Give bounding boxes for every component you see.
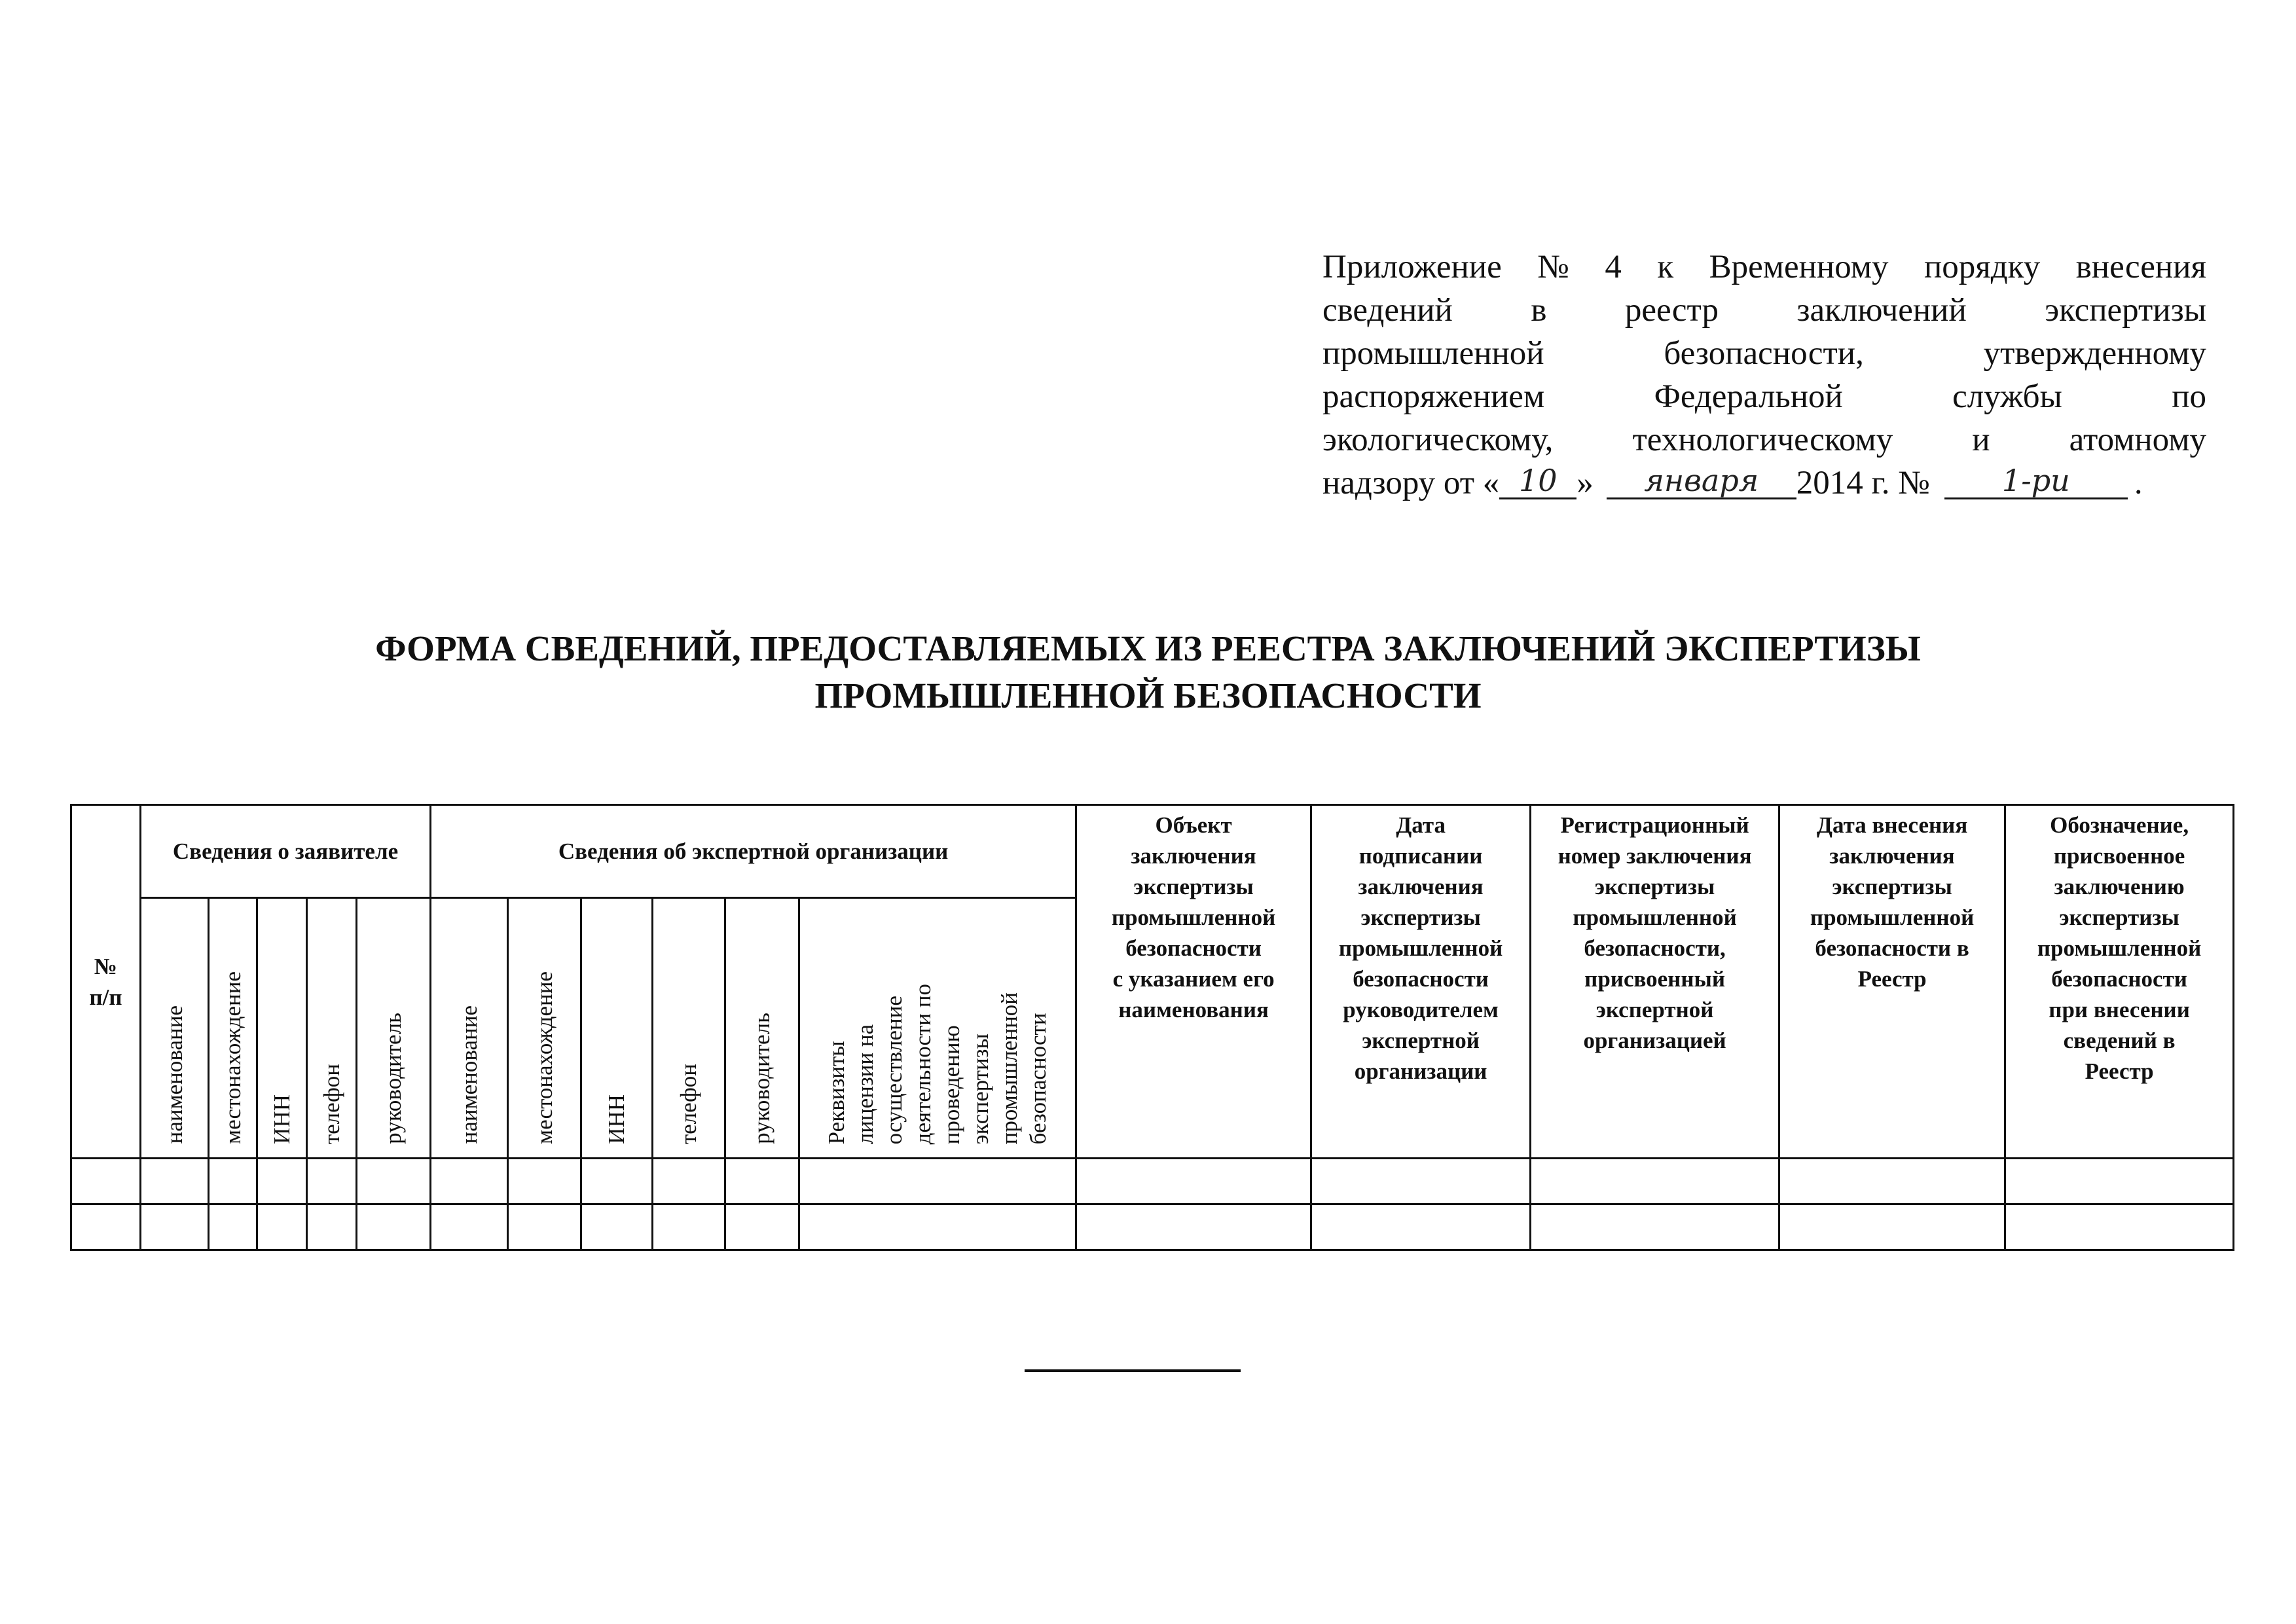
annex-word: к — [1657, 249, 1674, 285]
annex-line-1 — [1322, 245, 2206, 289]
expert-name-header — [431, 898, 508, 1159]
annex-date-prefix: надзору от « — [1322, 465, 1500, 501]
expert-phone-label: телефон — [676, 1063, 702, 1144]
table-cell[interactable] — [307, 1159, 357, 1204]
table-cell[interactable] — [581, 1204, 653, 1250]
annex-heading — [1322, 245, 2206, 505]
table-cell[interactable] — [653, 1204, 725, 1250]
table-cell[interactable] — [725, 1159, 799, 1204]
register-table — [70, 804, 2234, 1251]
group-expert-header: Сведения об экспертной организации — [431, 805, 1076, 898]
table-cell[interactable] — [1531, 1159, 1779, 1204]
applicant-name-label: наименование — [161, 1005, 187, 1144]
table-cell[interactable] — [209, 1159, 257, 1204]
annex-quote: » — [1576, 465, 1594, 501]
table-cell[interactable] — [1779, 1159, 2005, 1204]
table-cell[interactable] — [1076, 1204, 1311, 1250]
table-row — [71, 1204, 2234, 1250]
table-cell[interactable] — [1531, 1204, 1779, 1250]
table-cell[interactable] — [357, 1204, 431, 1250]
annex-word: экспертизы — [2045, 292, 2206, 329]
annex-word: реестр — [1624, 292, 1719, 329]
annex-word: промышленной — [1322, 335, 1544, 372]
annex-word: атомному — [2069, 422, 2206, 458]
annex-word: распоряжением — [1322, 378, 1545, 415]
annex-word: Временному — [1709, 249, 1889, 285]
annex-line-2 — [1322, 289, 2206, 332]
table-cell[interactable] — [431, 1204, 508, 1250]
table-cell[interactable] — [357, 1159, 431, 1204]
annex-word: службы — [1952, 378, 2062, 415]
annex-word: внесения — [2075, 249, 2206, 285]
end-divider — [1025, 1369, 1241, 1372]
annex-word: Федеральной — [1654, 378, 1843, 415]
table-cell[interactable] — [431, 1159, 508, 1204]
applicant-head-label: руководитель — [380, 1013, 407, 1144]
table-cell[interactable] — [1311, 1159, 1531, 1204]
table-cell[interactable] — [257, 1204, 307, 1250]
applicant-inn-label: ИНН — [268, 1094, 295, 1144]
expert-name-label: наименование — [456, 1005, 482, 1144]
table-cell[interactable] — [71, 1159, 141, 1204]
applicant-location-label: местонахождение — [219, 971, 246, 1144]
annex-line-3 — [1322, 332, 2206, 375]
table-header-row — [71, 805, 2234, 898]
col-object-header: Объект заключения экспертизы промышленной безопасности с указанием его наименования — [1076, 805, 1311, 1159]
table-cell[interactable] — [799, 1159, 1076, 1204]
form-title — [0, 625, 2296, 719]
table-cell[interactable] — [141, 1159, 209, 1204]
col-entry-date-header: Дата внесения заключения экспертизы промышленной безопасности в Реестр — [1779, 805, 2005, 1159]
table-cell[interactable] — [1311, 1204, 1531, 1250]
form-title-line-1: ФОРМА СВЕДЕНИЙ, ПРЕДОСТАВЛЯЕМЫХ ИЗ РЕЕСТРА ЗАКЛЮЧЕНИЙ ЭКСПЕРТИЗЫ — [375, 628, 1921, 668]
annex-word: Приложение — [1322, 249, 1502, 285]
annex-word: порядку — [1923, 249, 2041, 285]
applicant-location-header — [209, 898, 257, 1159]
applicant-phone-label: телефон — [318, 1063, 344, 1144]
annex-word: № — [1537, 249, 1569, 285]
annex-word: по — [2172, 378, 2206, 415]
col-reg-number-header: Регистрационный номер заключения экспертизы промышленной безопасности, присвоенный экспертной организацией — [1531, 805, 1779, 1159]
applicant-head-header — [357, 898, 431, 1159]
annex-line-5 — [1322, 418, 2206, 461]
table-cell[interactable] — [725, 1204, 799, 1250]
table-cell[interactable] — [1076, 1159, 1311, 1204]
handwritten-month: января — [1607, 463, 1796, 499]
annex-word: утвержденному — [1983, 335, 2206, 372]
annex-word: заключений — [1796, 292, 1967, 329]
table-cell[interactable] — [799, 1204, 1076, 1250]
table-cell[interactable] — [257, 1159, 307, 1204]
expert-head-label: руководитель — [749, 1013, 775, 1144]
expert-location-header — [508, 898, 581, 1159]
table-cell[interactable] — [71, 1204, 141, 1250]
table-cell[interactable] — [508, 1204, 581, 1250]
table-cell[interactable] — [653, 1159, 725, 1204]
annex-word: технологическому — [1632, 422, 1893, 458]
col-designation-header: Обозначение, присвоенное заключению экспертизы промышленной безопасности при внесении сведений в Реестр — [2005, 805, 2234, 1159]
table-row — [71, 1159, 2234, 1204]
expert-inn-label: ИНН — [604, 1094, 630, 1144]
applicant-name-header — [141, 898, 209, 1159]
col-number-header: № п/п — [71, 805, 141, 1159]
expert-head-header — [725, 898, 799, 1159]
table-cell[interactable] — [2005, 1159, 2234, 1204]
applicant-phone-header — [307, 898, 357, 1159]
handwritten-number: 1-ри — [1944, 463, 2128, 499]
group-applicant-header: Сведения о заявителе — [141, 805, 431, 898]
annex-word: экологическому, — [1322, 422, 1554, 458]
table-cell[interactable] — [209, 1204, 257, 1250]
table-cell[interactable] — [2005, 1204, 2234, 1250]
annex-word: и — [1972, 422, 1990, 458]
expert-phone-header — [653, 898, 725, 1159]
annex-line-4 — [1322, 375, 2206, 418]
applicant-inn-header — [257, 898, 307, 1159]
annex-word: безопасности, — [1664, 335, 1864, 372]
table-cell[interactable] — [307, 1204, 357, 1250]
expert-inn-header — [581, 898, 653, 1159]
annex-word: 4 — [1605, 249, 1622, 285]
license-details-label: Реквизиты лицензии на осуществление деятельности по проведению экспертизы промышленной безопасности — [824, 983, 1051, 1144]
annex-end: . — [2134, 465, 2143, 501]
license-details-header — [799, 898, 1076, 1159]
form-title-line-2: ПРОМЫШЛЕННОЙ БЕЗОПАСНОСТИ — [814, 676, 1482, 715]
annex-line-6 — [1322, 461, 2206, 505]
annex-word: в — [1531, 292, 1547, 329]
table-cell[interactable] — [141, 1204, 209, 1250]
annex-word: сведений — [1322, 292, 1453, 329]
handwritten-day: 10 — [1499, 463, 1576, 499]
table-cell[interactable] — [1779, 1204, 2005, 1250]
table-cell[interactable] — [508, 1159, 581, 1204]
table-cell[interactable] — [581, 1159, 653, 1204]
col-sign-date-header: Дата подписании заключения экспертизы промышленной безопасности руководителем экспертной организации — [1311, 805, 1531, 1159]
annex-year: 2014 г. № — [1796, 465, 1930, 501]
expert-location-label: местонахождение — [531, 971, 557, 1144]
